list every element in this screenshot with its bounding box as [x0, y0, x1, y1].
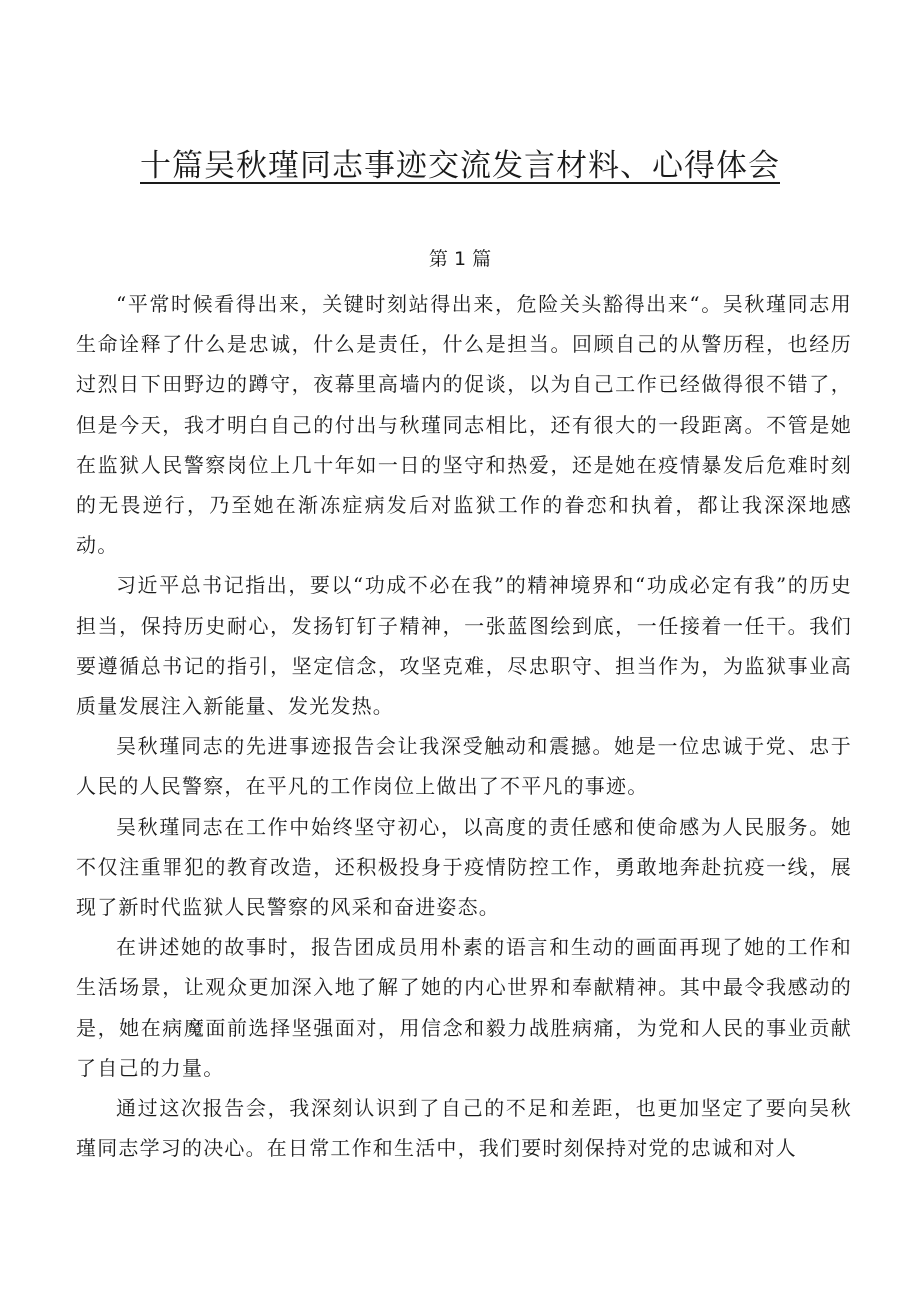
paragraph: “平常时候看得出来，关键时刻站得出来，危险关头豁得出来“。吴秋瑾同志用生命诠释了什么是忠诚，什么是责任，什么是担当。回顾自己的从警历程，也经历过烈日下田野边的蹲守，夜幕里高墙内的促谈，以为自己工作已经做得很不错了，但是今天，我才明白自己的付出与秋瑾同志相比，还有很大的一段距离。不管是她在监狱人民警察岗位上几十年如一日的坚守和热爱，还是她在疫情暴发后危难时刻的无畏逆行，乃至她在渐冻症病发后对监狱工作的眷恋和执着，都让我深深地感动。: [76, 292, 852, 558]
paragraph: 习近平总书记指出，要以“功成不必在我”的精神境界和“功成必定有我”的历史担当，保持历史耐心，发扬钉钉子精神，一张蓝图绘到底，一任接着一任干。我们要遵循总书记的指引，坚定信念，攻坚克难，尽忠职守、担当作为，为监狱事业高质量发展注入新能量、发光发热。: [76, 573, 852, 719]
document-title: [0, 140, 920, 185]
section-heading: 第 1 篇: [428, 248, 492, 270]
paragraph: 吴秋瑾同志的先进事迹报告会让我深受触动和震撼。她是一位忠诚于党、忠于人民的人民警察，在平凡的工作岗位上做出了不平凡的事迹。: [76, 734, 852, 799]
paragraph: 吴秋瑾同志在工作中始终坚守初心，以高度的责任感和使命感为人民服务。她不仅注重罪犯的教育改造，还积极投身于疫情防控工作，勇敢地奔赴抗疫一线，展现了新时代监狱人民警察的风采和奋进姿态。: [76, 814, 852, 920]
document-title-text: 十篇吴秋瑾同志事迹交流发言材料、心得体会: [140, 148, 780, 184]
paragraph: 在讲述她的故事时，报告团成员用朴素的语言和生动的画面再现了她的工作和生活场景，让观众更加深入地了解了她的内心世界和奉献精神。其中最令我感动的是，她在病魔面前选择坚强面对，用信念和毅力战胜病痛，为党和人民的事业贡献了自己的力量。: [76, 935, 852, 1080]
paragraph: 通过这次报告会，我深刻认识到了自己的不足和差距，也更加坚定了要向吴秋瑾同志学习的决心。在日常工作和生活中，我们要时刻保持对党的忠诚和对人: [76, 1096, 852, 1161]
document-body: [76, 284, 852, 1168]
